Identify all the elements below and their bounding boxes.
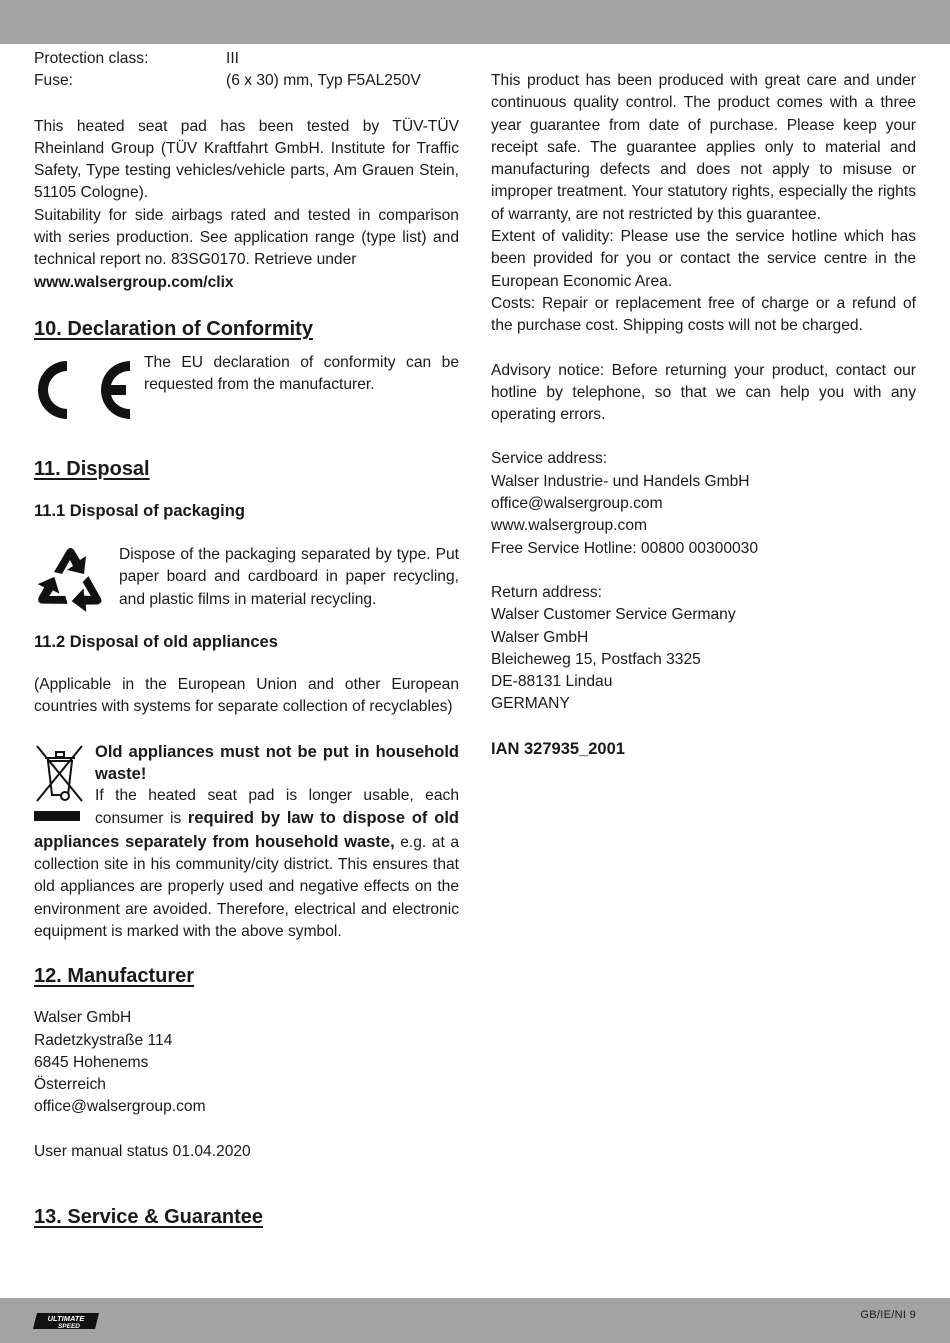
- manufacturer-email: office@walsergroup.com: [34, 1098, 206, 1116]
- return-address-line: Walser GmbH: [491, 628, 589, 646]
- ian-number: IAN 327935_2001: [491, 739, 625, 758]
- spec-row-protection-class: [34, 48, 459, 70]
- conformity-heading: 10. Declaration of Conformity: [34, 317, 313, 340]
- conformity-block: [34, 352, 459, 422]
- guarantee-text: This product has been produced with great care and under continuous quality control. The product comes with a three year guarantee from date of purchase. Please keep your receipt safe. The guarantee applies only to material and manufacturing defects and does not apply to misuse or improper treatment. Your statutory rights, especially the rights of warranty, are not restricted by this guarantee.: [491, 72, 916, 223]
- manufacturer-heading: 12. Manufacturer: [34, 965, 195, 988]
- spec-row-fuse: [34, 70, 459, 92]
- logo-line1: ULTIMATE: [47, 1314, 85, 1323]
- costs-text: Costs: Repair or replacement free of charge or a refund of the purchase cost. Shipping costs will not be charged.: [491, 294, 916, 335]
- service-address-line: Walser Industrie- und Handels GmbH: [491, 472, 750, 490]
- appliances-heading: 11.2 Disposal of old appliances: [34, 632, 278, 651]
- weee-warning: Old appliances must not be put in household waste!: [95, 742, 459, 783]
- conformity-text: The EU declaration of conformity can be requested from the manufacturer.: [144, 353, 459, 394]
- ultimate-speed-logo: [33, 1311, 101, 1331]
- page-label: GB/IE/NI 9: [860, 1309, 916, 1321]
- packaging-block: [34, 544, 459, 616]
- weee-body-end: e.g. at a collection site in his community/city district. This ensures that old appliances are properly used and negative effects on the environment are avoided. Therefore, electrical and electronic equipment is marked with the above symbol.: [34, 833, 460, 940]
- service-address-line: www.walsergroup.com: [491, 517, 647, 535]
- return-address-line: DE-88131 Lindau: [491, 673, 613, 691]
- manufacturer-line: 6845 Hohenems: [34, 1053, 149, 1071]
- return-address-line: Bleicheweg 15, Postfach 3325: [491, 650, 701, 668]
- weee-body-bold: required by law to dispose of old appliances separately from household waste,: [34, 809, 459, 851]
- manufacturer-line: Radetzkystraße 114: [34, 1031, 173, 1049]
- bottom-gray-bar: [0, 1298, 950, 1343]
- ce-mark-icon: [34, 358, 132, 422]
- spec-label: Protection class:: [34, 50, 149, 67]
- validity-text: Extent of validity: Please use the service hotline which has been provided for you or contact the service centre in the European Economic Area.: [491, 228, 916, 290]
- spec-value: III: [226, 50, 239, 67]
- manual-status: User manual status 01.04.2020: [34, 1142, 251, 1160]
- right-column: [491, 70, 916, 760]
- recycle-icon: [34, 544, 106, 616]
- service-address-line: office@walsergroup.com: [491, 495, 663, 513]
- top-gray-bar: [0, 0, 950, 44]
- manufacturer-line: Österreich: [34, 1076, 106, 1094]
- return-address-line: Return address:: [491, 583, 602, 601]
- disposal-heading: 11. Disposal: [34, 457, 150, 480]
- service-hotline: Free Service Hotline: 00800 00300030: [491, 539, 759, 557]
- return-address-line: Walser Customer Service Germany: [491, 606, 736, 624]
- weee-body: [34, 785, 459, 943]
- left-column: [34, 48, 459, 1231]
- advisory-text: Advisory notice: Before returning your product, contact our hotline by telephone, so that we can help you with any operating errors.: [491, 361, 916, 424]
- spec-label: Fuse:: [34, 72, 73, 90]
- service-address-line: Service address:: [491, 450, 608, 468]
- tested-paragraph: This heated seat pad has been tested by TÜV-TÜV Rheinland Group (TÜV Kraftfahrt GmbH. Institute for Traffic Safety, Type testing vehicles/vehicle parts, Am Grauen Stein, 51105 Cologne).: [34, 117, 459, 202]
- airbag-paragraph: Suitability for side airbags rated and tested in comparison with series production. See application range (type list) and technical report no. 83SG0170. Retrieve under: [34, 206, 459, 269]
- weee-body-start: If the heated seat pad is longer usable, each consumer is: [95, 787, 459, 828]
- return-address-line: GERMANY: [491, 695, 570, 713]
- applicable-text: (Applicable in the European Union and other European countries with systems for separate collection of recyclables): [34, 675, 459, 716]
- logo-line2: SPEED: [57, 1323, 81, 1330]
- spec-value: (6 x 30) mm, Typ F5AL250V: [226, 72, 421, 90]
- service-heading: 13. Service & Guarantee: [34, 1206, 264, 1229]
- weee-block: [34, 741, 459, 944]
- packaging-text: Dispose of the packaging separated by type. Put paper board and cardboard in paper recycling, and plastic films in material recycling.: [119, 545, 459, 608]
- crossed-bin-icon: [34, 743, 86, 823]
- packaging-heading: 11.1 Disposal of packaging: [34, 501, 245, 520]
- manufacturer-line: Walser GmbH: [34, 1009, 132, 1027]
- clix-url: www.walsergroup.com/clix: [34, 273, 234, 291]
